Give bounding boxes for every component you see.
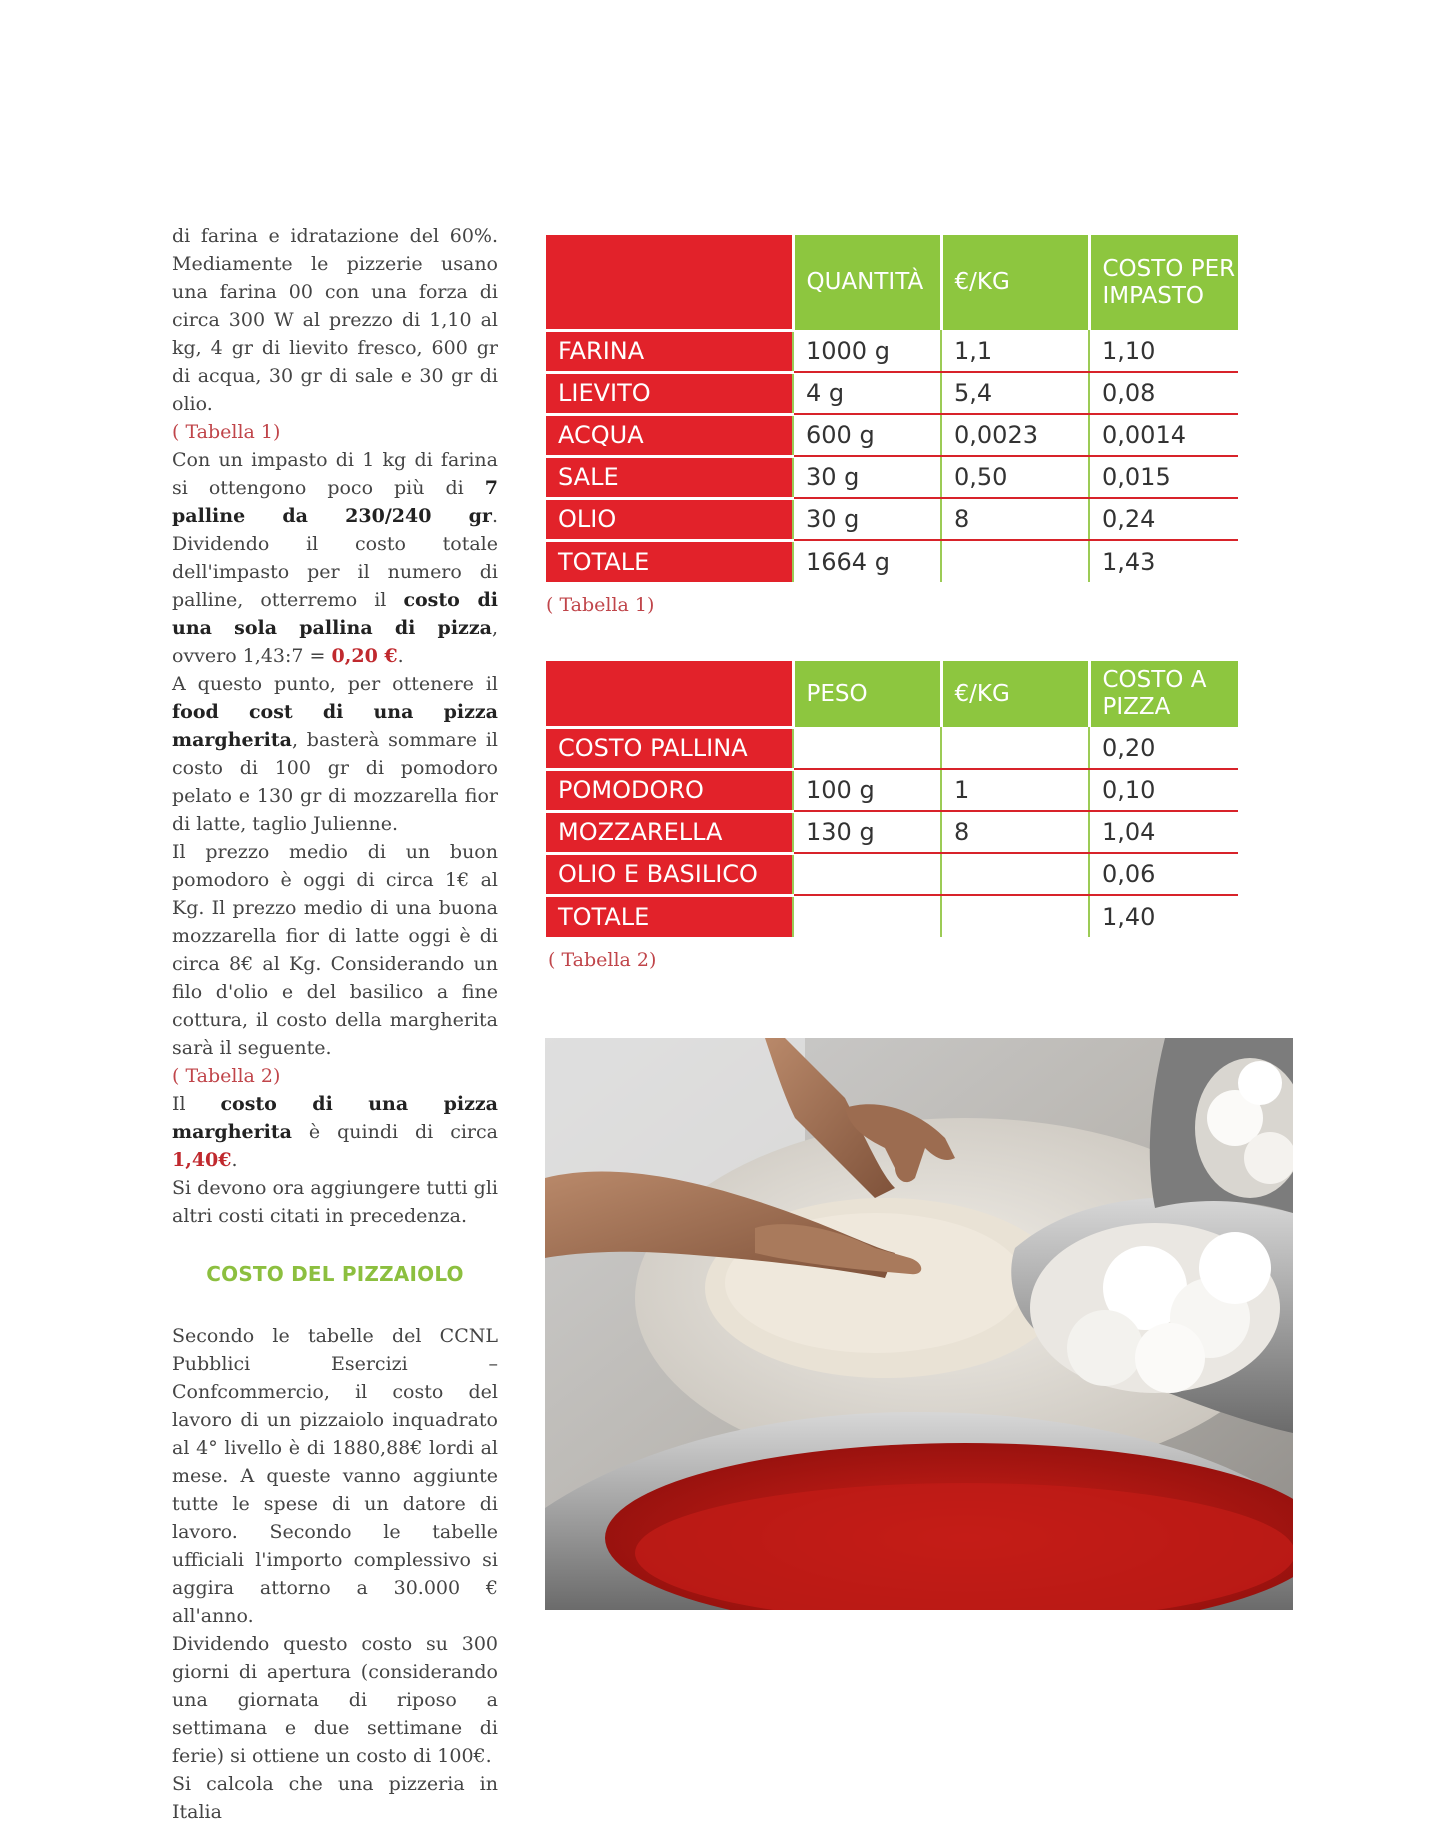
paragraph: A questo punto, per ottenere il food cost di una pizza margherita, basterà sommare il costo di 100 gr di pomodoro pelato e 130 gr di mozzarella fior di latte, taglio Julienne.	[172, 673, 498, 835]
table-cell: 1,10	[1089, 330, 1238, 372]
table-cell: 0,10	[1089, 769, 1238, 811]
paragraph: Dividendo questo costo su 300 giorni di apertura (considerando una giornata di riposo a settimana e due settimane di ferie) si ottiene un costo di 100€.	[172, 1633, 498, 1767]
table-cell	[793, 853, 941, 895]
table-row	[546, 895, 1238, 937]
table-row	[546, 456, 1238, 498]
column-header: QUANTITÀ	[793, 235, 941, 330]
column-header: COSTO PER IMPASTO	[1089, 235, 1238, 330]
table-cell: 0,08	[1089, 372, 1238, 414]
row-label: TOTALE	[546, 895, 793, 937]
table-cell: 100 g	[793, 769, 941, 811]
table-reference: ( Tabella 2)	[172, 1065, 281, 1087]
table-cell: 0,0023	[941, 414, 1089, 456]
section-heading: COSTO DEL PIZZAIOLO	[206, 1262, 464, 1286]
table-cell: 600 g	[793, 414, 941, 456]
column-header: €/KG	[941, 661, 1089, 727]
table-caption: ( Tabella 1)	[546, 594, 655, 616]
table-cell: 0,20	[1089, 727, 1238, 769]
row-label: OLIO E BASILICO	[546, 853, 793, 895]
table-cell: 1,1	[941, 330, 1089, 372]
table-cell: 1000 g	[793, 330, 941, 372]
table-row	[546, 811, 1238, 853]
table-row	[546, 769, 1238, 811]
row-label: SALE	[546, 456, 793, 498]
table-cell: 1,04	[1089, 811, 1238, 853]
table-reference: ( Tabella 1)	[172, 421, 281, 443]
paragraph: Secondo le tabelle del CCNL Pubblici Esercizi – Confcommercio, il costo del lavoro di un pizzaiolo inquadrato al 4° livello è di 1880,88€ lordi al mese. A queste vanno aggiunte tutte le spese di un datore di lavoro. Secondo le tabelle ufficiali l'importo complessivo si aggira attorno a 30.000 € all'anno.	[172, 1325, 498, 1627]
row-label: COSTO PALLINA	[546, 727, 793, 769]
table-row	[546, 414, 1238, 456]
table-cell: 8	[941, 498, 1089, 540]
table-cell: 130 g	[793, 811, 941, 853]
table-cell	[941, 895, 1089, 937]
table-row	[546, 727, 1238, 769]
table-caption: ( Tabella 2)	[548, 949, 657, 971]
table-cell: 0,24	[1089, 498, 1238, 540]
table-cell: 0,06	[1089, 853, 1238, 895]
table-cell: 30 g	[793, 498, 941, 540]
table-row	[546, 330, 1238, 372]
row-label: TOTALE	[546, 540, 793, 582]
table-cell	[793, 895, 941, 937]
column-header: COSTO A PIZZA	[1089, 661, 1238, 727]
cost-table-2	[546, 661, 1238, 937]
paragraph: di farina e idratazione del 60%. Mediamente le pizzerie usano una farina 00 con una forza di circa 300 W al prezzo di 1,10 al kg, 4 gr di lievito fresco, 600 gr di acqua, 30 gr di sale e 30 gr di olio.	[172, 225, 498, 415]
row-label: LIEVITO	[546, 372, 793, 414]
cost-table-1	[546, 235, 1238, 582]
table-row	[546, 540, 1238, 582]
article-text-column	[172, 222, 498, 1826]
row-label: ACQUA	[546, 414, 793, 456]
table-cell	[793, 727, 941, 769]
paragraph: Con un impasto di 1 kg di farina si ottengono poco più di 7 palline da 230/240 gr. Dividendo il costo totale dell'impasto per il numero di palline, otterremo il costo di una sola pallina di pizza, ovvero 1,43:7 = 0,20 €.	[172, 449, 498, 667]
table-header-row	[546, 235, 1238, 330]
table-row	[546, 372, 1238, 414]
table-cell: 4 g	[793, 372, 941, 414]
row-label: POMODORO	[546, 769, 793, 811]
table-cell: 0,50	[941, 456, 1089, 498]
table-cell: 0,015	[1089, 456, 1238, 498]
table-cell: 8	[941, 811, 1089, 853]
table-cell: 1,40	[1089, 895, 1238, 937]
column-header: €/KG	[941, 235, 1089, 330]
table-cell	[941, 540, 1089, 582]
header-corner	[546, 661, 793, 727]
paragraph: Si calcola che una pizzeria in Italia	[172, 1773, 498, 1823]
header-corner	[546, 235, 793, 330]
table-header-row	[546, 661, 1238, 727]
table-row	[546, 853, 1238, 895]
row-label: FARINA	[546, 330, 793, 372]
table-cell	[941, 853, 1089, 895]
table-cell: 1,43	[1089, 540, 1238, 582]
table-cell: 5,4	[941, 372, 1089, 414]
table-cell: 0,0014	[1089, 414, 1238, 456]
table-cell: 1	[941, 769, 1089, 811]
table-cell	[941, 727, 1089, 769]
paragraph: Il costo di una pizza margherita è quindi di circa 1,40€.	[172, 1093, 498, 1171]
row-label: OLIO	[546, 498, 793, 540]
row-label: MOZZARELLA	[546, 811, 793, 853]
paragraph: Il prezzo medio di un buon pomodoro è oggi di circa 1€ al Kg. Il prezzo medio di una buona mozzarella fior di latte oggi è di circa 8€ al Kg. Considerando un filo d'olio e del basilico a fine cottura, il costo della margherita sarà il seguente.	[172, 841, 498, 1059]
paragraph: Si devono ora aggiungere tutti gli altri costi citati in precedenza.	[172, 1177, 498, 1227]
table-cell: 1664 g	[793, 540, 941, 582]
table-row	[546, 498, 1238, 540]
table-cell: 30 g	[793, 456, 941, 498]
column-header: PESO	[793, 661, 941, 727]
pizza-dough-photo	[545, 1038, 1293, 1610]
